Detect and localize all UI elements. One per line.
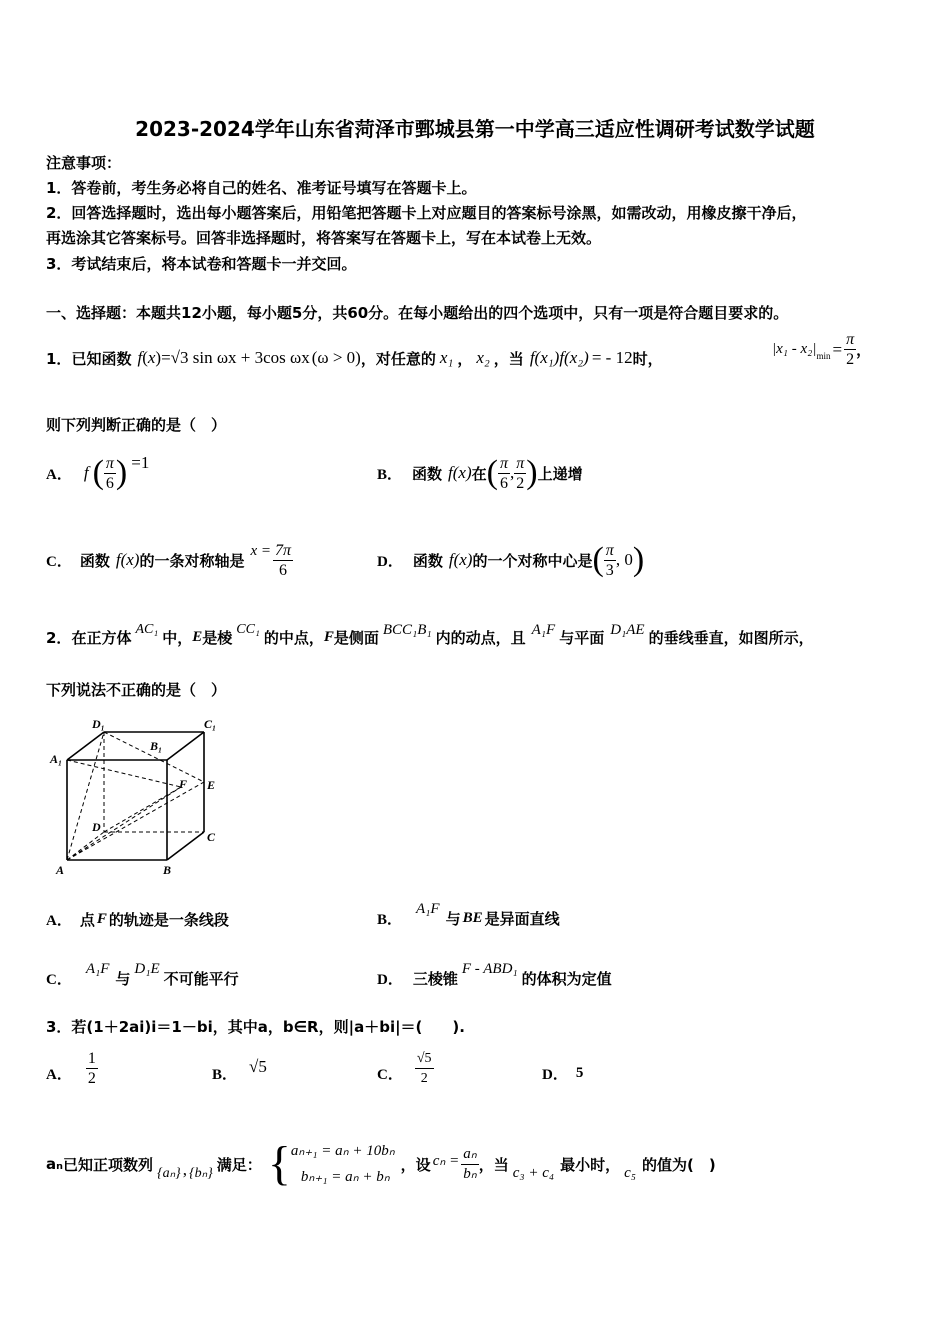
q1d-text-2: 的一个对称中心是 bbox=[472, 551, 593, 570]
q2-cc1: CC₁ bbox=[236, 622, 260, 637]
q2a-text: 点 bbox=[79, 910, 95, 929]
option-label: A． bbox=[46, 466, 72, 483]
q4-number: aₙ bbox=[46, 1155, 63, 1173]
notice-heading: 注意事项： bbox=[46, 154, 122, 172]
q1-eq: = - 12 bbox=[591, 348, 633, 367]
q1-option-a[interactable]: A． f ( $\frac{\pi}{6}$ ) =1 bbox=[46, 453, 150, 492]
label-A1: A₁ bbox=[50, 752, 63, 766]
q3-option-a[interactable] bbox=[46, 1050, 98, 1096]
q1-text-2: ，对任意的 bbox=[360, 349, 436, 368]
label-B1: B₁ bbox=[150, 739, 163, 753]
q1c-fx: f(x) bbox=[115, 550, 140, 569]
q4-c3c4: c₃ + c₄ bbox=[512, 1164, 555, 1181]
q2a-f: F bbox=[96, 910, 107, 927]
q2d-text: 三棱锥 bbox=[412, 969, 458, 988]
q2-text-3: 是棱 bbox=[202, 628, 233, 647]
q1-comma: ， bbox=[457, 349, 473, 368]
cube-figure bbox=[46, 715, 236, 880]
q1-min-expr bbox=[772, 330, 871, 369]
q1b-text: 函数 bbox=[412, 464, 443, 483]
q1-end: ， bbox=[856, 341, 872, 359]
q1-number: 1． bbox=[46, 349, 72, 368]
q2-prompt: 下列说法不正确的是（ ） bbox=[46, 681, 227, 699]
q1a-eq: =1 bbox=[131, 453, 150, 472]
q1-text-4: 时， bbox=[632, 349, 663, 368]
q2-text-5: 是侧面 bbox=[333, 628, 379, 647]
q1-option-d[interactable]: D． 函数 f(x) 的一个对称中心是 ( $\frac{\pi}{3}$ , 0 ) bbox=[377, 541, 645, 579]
label-F: F bbox=[179, 777, 188, 791]
q2-text-6: 内的动点，且 bbox=[435, 628, 526, 647]
q4-text-2: 满足： bbox=[216, 1155, 262, 1174]
q3-option-c[interactable] bbox=[377, 1050, 434, 1096]
q2-a1f: A₁F bbox=[531, 621, 556, 638]
q4-frac: $\frac{\text{aₙ}}{\text{bₙ}}$ bbox=[463, 1145, 477, 1182]
q2-text-2: 中， bbox=[162, 628, 193, 647]
question-1-stem: 1． 已知函数 f ( x ) =√3 sin ωx + 3cos ωx (ω > 0) ，对任意的 x₁ ， x₂ ，当 f(x₁)f(x₂) = - 12 时， bbox=[46, 348, 663, 368]
q2b-a1f: A₁F bbox=[416, 900, 440, 917]
label-D: D bbox=[92, 820, 101, 834]
option-label: D． bbox=[377, 553, 403, 570]
q1d-text: 函数 bbox=[412, 551, 443, 570]
q2d-text-2: 的体积为定值 bbox=[521, 969, 612, 988]
question-4-stem bbox=[46, 1136, 716, 1192]
q4-system: { aₙ₊₁ = aₙ + 10bₙ bₙ₊₁ = aₙ + bₙ bbox=[267, 1137, 395, 1190]
label-A: A bbox=[56, 863, 65, 877]
q2-number: 2． bbox=[46, 628, 72, 647]
q1-x2: x₂ bbox=[476, 348, 490, 367]
q1-x: x bbox=[147, 348, 156, 367]
q1d-zero: , 0 bbox=[615, 550, 633, 569]
q1b-fx: f(x) bbox=[448, 463, 472, 482]
label-B: B bbox=[163, 863, 172, 877]
q1-text: 已知函数 bbox=[71, 349, 132, 368]
q4-eq-2: bₙ₊₁ = aₙ + bₙ bbox=[300, 1169, 390, 1185]
q1c-frac: $\frac{7\pi}{6}$ bbox=[275, 541, 292, 579]
q2-text-4: 的中点， bbox=[263, 628, 324, 647]
option-label: D． bbox=[377, 971, 403, 988]
notice-item: 2．回答选择题时，选出每小题答案后，用铅笔把答题卡上对应题目的答案标号涂黑，如需改动，用橡皮擦干净后， bbox=[46, 204, 807, 222]
q2-option-b[interactable] bbox=[377, 898, 560, 938]
option-label: B． bbox=[377, 466, 403, 483]
q2b-be: BE bbox=[462, 909, 483, 926]
q4-text: 已知正项数列 bbox=[62, 1155, 153, 1174]
q1a-f: f bbox=[83, 463, 89, 482]
q4-bn: {bₙ} bbox=[189, 1165, 213, 1181]
option-label: C． bbox=[46, 971, 72, 988]
q1b-frac-1: $\frac{\pi}{6}$ bbox=[499, 454, 508, 492]
q4-text-3: ，设 bbox=[400, 1155, 431, 1174]
q4-eq-1: aₙ₊₁ = aₙ + 10bₙ bbox=[290, 1143, 395, 1159]
q1-option-c[interactable] bbox=[46, 535, 293, 585]
option-label: A． bbox=[46, 912, 72, 929]
q1-text-3: ，当 bbox=[493, 349, 524, 368]
option-label: B． bbox=[212, 1066, 238, 1083]
q1-product: f(x₁)f(x₂) bbox=[529, 348, 589, 367]
option-label: D． bbox=[542, 1066, 568, 1083]
question-3-stem: 3．若(1＋2ai)i＝1－bi，其中a，b∈R，则|a＋bi|＝( ). bbox=[46, 1018, 465, 1036]
q4-text-6: 的值为( ) bbox=[641, 1155, 716, 1174]
label-D1: D₁ bbox=[92, 717, 105, 731]
q1c-text: 函数 bbox=[79, 551, 110, 570]
q2-option-c[interactable] bbox=[46, 958, 239, 998]
q2c-a1f: A₁F bbox=[85, 960, 110, 977]
section-heading: 一、选择题：本题共12小题，每小题5分，共60分。在每小题给出的四个选项中，只有一项是符合题目要求的。 bbox=[46, 304, 789, 322]
q2c-text-2: 不可能平行 bbox=[163, 969, 239, 988]
page-title: 2023-2024学年山东省菏泽市鄄城县第一中学高三适应性调研考试数学试题 bbox=[135, 117, 815, 141]
label-E: E bbox=[207, 778, 216, 792]
q1-option-b[interactable]: B． 函数 f(x) 在 ( $\frac{\pi}{6}$ , $\frac{\pi}{2}$ ) 上递增 bbox=[377, 454, 583, 492]
option-label: B． bbox=[377, 911, 403, 928]
label-C1: C₁ bbox=[204, 717, 217, 731]
label-C: C bbox=[207, 830, 216, 844]
q1-prompt: 则下列判断正确的是（ ） bbox=[46, 416, 227, 434]
q1b-text-3: 上递增 bbox=[537, 464, 583, 483]
notice-item: 1．答卷前，考生务必将自己的姓名、准考证号填写在答题卡上。 bbox=[46, 179, 477, 197]
q4-an: {aₙ} bbox=[156, 1165, 181, 1181]
q4-text-5: 最小时， bbox=[560, 1155, 621, 1174]
q2-option-d[interactable] bbox=[377, 958, 612, 998]
q1-x1: x₁ bbox=[439, 348, 454, 367]
q3a-frac: $\frac{1}{2}$ bbox=[87, 1049, 96, 1087]
q2-text-7: 与平面 bbox=[559, 628, 605, 647]
q2-d1ae: D₁AE bbox=[610, 621, 645, 638]
option-label: C． bbox=[377, 1066, 403, 1083]
q1-condition: (ω > 0) bbox=[311, 348, 361, 367]
q2-bcc1b1: BCC₁B₁ bbox=[382, 621, 432, 638]
q2-option-a[interactable] bbox=[46, 905, 229, 933]
q2d-expr: F - ABD₁ bbox=[461, 960, 518, 977]
option-label: A． bbox=[46, 1066, 72, 1083]
q1c-text-2: 的一条对称轴是 bbox=[139, 551, 245, 570]
q2-ac1: AC₁ bbox=[135, 622, 159, 637]
q2c-d1e: D₁E bbox=[134, 960, 160, 977]
q4-cn: cₙ = bbox=[432, 1152, 460, 1169]
q1d-fx: f(x) bbox=[448, 550, 473, 569]
q4-c5: c₅ bbox=[624, 1164, 636, 1181]
q2b-text-2: 是异面直线 bbox=[484, 909, 560, 928]
q1-eqpi: = bbox=[832, 339, 843, 359]
q2a-text-2: 的轨迹是一条线段 bbox=[108, 910, 229, 929]
q1b-text-2: 在 bbox=[471, 464, 487, 483]
notice-item: 再选涂其它答案标号。回答非选择题时，将答案写在答题卡上，写在本试卷上无效。 bbox=[46, 229, 602, 247]
question-2-stem bbox=[46, 620, 814, 654]
q3b-value: √5 bbox=[249, 1057, 267, 1076]
q1b-frac-2: $\frac{\pi}{2}$ bbox=[516, 454, 525, 492]
notice-item: 3．考试结束后，将本试卷和答题卡一并交回。 bbox=[46, 255, 357, 273]
q3d-value: 5 bbox=[575, 1064, 584, 1081]
q1-abs: |x₁ - x₂| bbox=[772, 341, 817, 357]
q1c-xeq: x = bbox=[250, 542, 271, 559]
q1-f: f bbox=[137, 348, 143, 367]
q1-pi-over-2: $\frac{\pi}{2}$ bbox=[846, 331, 855, 368]
q1-formula: =√3 sin ωx + 3cos ωx bbox=[161, 348, 310, 367]
q1a-frac: $\frac{\pi}{6}$ bbox=[105, 454, 114, 492]
q2c-text: 与 bbox=[115, 969, 131, 988]
q3c-frac: $\frac{√5}{2}$ bbox=[416, 1050, 432, 1086]
option-label: C． bbox=[46, 553, 72, 570]
q2b-text: 与 bbox=[445, 909, 461, 928]
q2-text-8: 的垂线垂直，如图所示， bbox=[648, 628, 814, 647]
q3-option-b[interactable] bbox=[212, 1050, 267, 1096]
q4-sep: , bbox=[182, 1160, 188, 1179]
q3-option-d[interactable] bbox=[542, 1050, 583, 1096]
q2-f: F bbox=[323, 628, 334, 645]
q2-text: 在正方体 bbox=[71, 628, 132, 647]
q1-min: min bbox=[816, 350, 831, 361]
q4-text-4: ，当 bbox=[478, 1155, 509, 1174]
q2-e: E bbox=[192, 628, 203, 645]
q1d-frac: $\frac{\pi}{3}$ bbox=[605, 541, 614, 579]
